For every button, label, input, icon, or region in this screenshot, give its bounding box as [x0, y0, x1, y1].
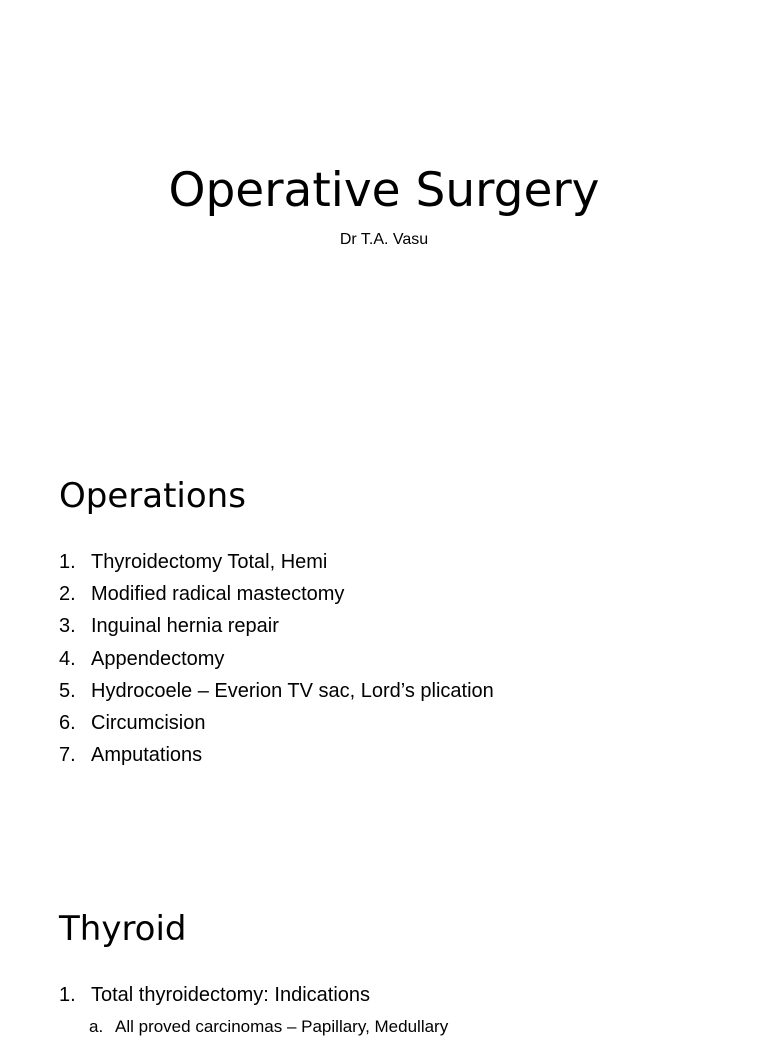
- list-item-text: Hydrocoele – Everion TV sac, Lord’s plication: [91, 679, 494, 702]
- list-item: [59, 707, 494, 739]
- list-item-number: 6.: [59, 711, 76, 734]
- operations-list: [59, 546, 494, 771]
- thyroid-heading: Thyroid: [59, 909, 187, 949]
- sub-list-item: [59, 1011, 448, 1043]
- list-item-number: 2.: [59, 583, 76, 606]
- list-item: [59, 546, 494, 578]
- sub-list-item-letter: a.: [89, 1017, 104, 1037]
- list-item-text: Thyroidectomy Total, Hemi: [91, 551, 328, 573]
- operations-heading: Operations: [59, 476, 246, 516]
- list-item-text: Total thyroidectomy: Indications: [91, 984, 371, 1006]
- list-item: [59, 739, 494, 771]
- thyroid-list: [59, 979, 448, 1043]
- list-item: [59, 578, 494, 610]
- slide-subtitle-author: Dr T.A. Vasu: [339, 231, 429, 248]
- list-item-text: Amputations: [91, 744, 203, 767]
- list-item: [59, 675, 494, 707]
- list-item-number: 4.: [59, 647, 76, 670]
- list-item-number: 1.: [59, 984, 76, 1006]
- list-item-text: Inguinal hernia repair: [91, 615, 279, 638]
- sub-list-item-text: All proved carcinomas – Papillary, Medullary: [115, 1017, 449, 1037]
- list-item-number: 7.: [59, 744, 76, 767]
- list-item-number: 5.: [59, 679, 76, 702]
- list-item-text: Circumcision: [91, 711, 206, 734]
- list-item: [59, 610, 494, 642]
- list-item: [59, 979, 448, 1011]
- list-item-number: 3.: [59, 615, 76, 638]
- list-item-number: 1.: [59, 551, 76, 573]
- list-item: [59, 643, 494, 675]
- list-item-text: Modified radical mastectomy: [91, 583, 345, 606]
- list-item-text: Appendectomy: [91, 647, 225, 670]
- slide-title: Operative Surgery: [168, 163, 600, 218]
